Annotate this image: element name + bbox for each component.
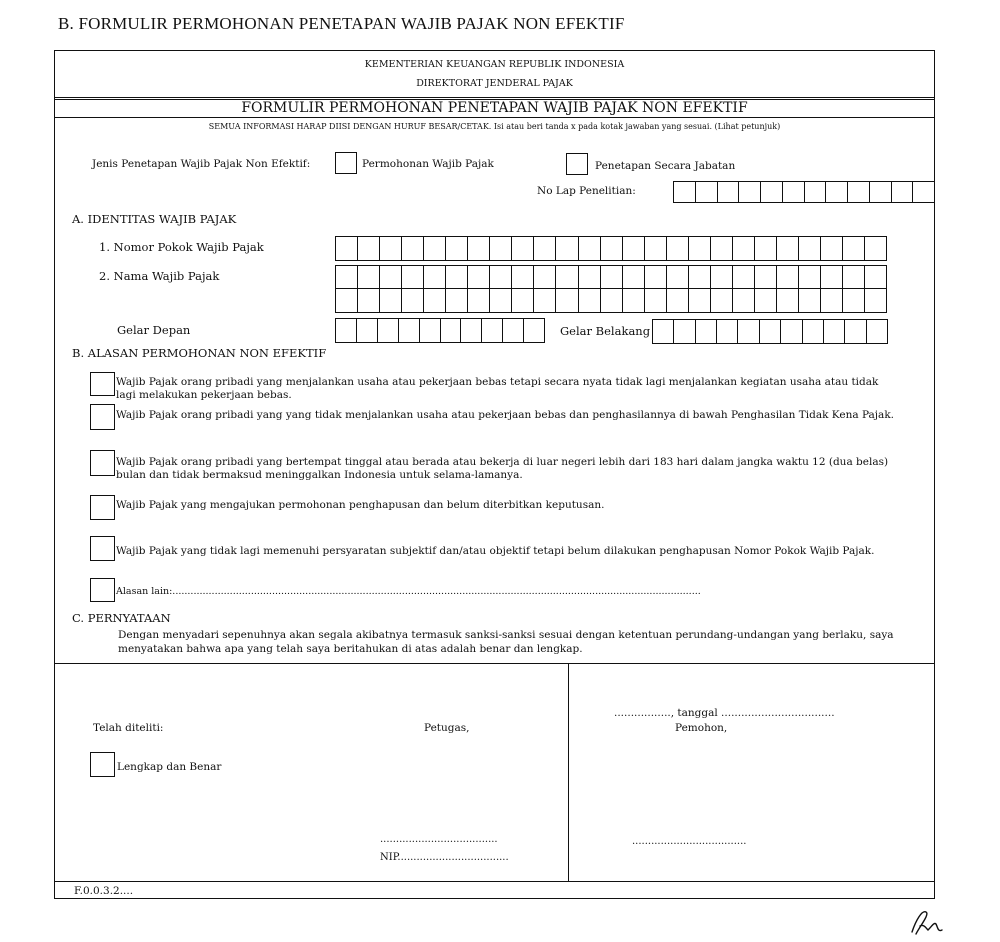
petugas-label: Petugas, xyxy=(424,722,470,734)
npwp-input[interactable] xyxy=(335,236,887,261)
reason-1-checkbox[interactable] xyxy=(90,372,115,396)
handwritten-initial-mark xyxy=(908,906,948,938)
permohonan-label: Permohonan Wajib Pajak xyxy=(362,158,494,170)
reason-4-text: Wajib Pajak yang mengajukan permohonan penghapusan dan belum diterbitkan keputusan. xyxy=(116,499,605,511)
section-a-title: A. IDENTITAS WAJIB PAJAK xyxy=(72,212,237,226)
statement-text: Dengan menyadari sepenuhnya akan segala akibatnya termasuk sanksi-sanksi sesuai dengan ketentuan perundang-undangan yang berlaku, saya menyatakan bahwa apa yang telah saya beritahukan di atas adalah benar dan lengkap. xyxy=(118,629,894,655)
footer-divider xyxy=(54,881,935,882)
gelar-depan-input[interactable] xyxy=(335,318,545,343)
permohonan-checkbox[interactable] xyxy=(335,152,357,174)
lengkap-checkbox[interactable] xyxy=(90,752,115,777)
npwp-label: 1. Nomor Pokok Wajib Pajak xyxy=(99,240,264,254)
nip-line[interactable]: NIP................................... xyxy=(380,852,509,863)
jabatan-checkbox[interactable] xyxy=(566,153,588,175)
reason-1-text: Wajib Pajak orang pribadi yang menjalankan usaha atau pekerjaan bebas tetapi secara nyata tidak lagi menjalankan kegiatan usaha atau tidak lagi melakukan pekerjaan bebas. xyxy=(116,376,879,401)
signature-column-divider xyxy=(568,663,569,881)
gelar-belakang-label: Gelar Belakang xyxy=(560,324,651,338)
gelar-belakang-input[interactable] xyxy=(652,319,888,344)
reason-2-checkbox[interactable] xyxy=(90,404,115,430)
reason-3-text: Wajib Pajak orang pribadi yang bertempat tinggal atau berada atau bekerja di luar negeri lebih dari 183 hari dalam jangka waktu 12 (dua belas) bulan dan tidak bermaksud meninggalkan Indonesia untuk selama-lamanya. xyxy=(116,456,889,481)
title-divider xyxy=(54,117,935,118)
instruction-text: SEMUA INFORMASI HARAP DIISI DENGAN HURUF BESAR/CETAK. Isi atau beri tanda x pada kotak jawaban yang sesuai. (Lihat petunjuk) xyxy=(208,122,781,131)
pemohon-label: Pemohon, xyxy=(675,722,728,734)
reason-2-text: Wajib Pajak orang pribadi yang yang tidak menjalankan usaha atau pekerjaan bebas dan penghasilannya di bawah Penghasilan Tidak Kena Pajak. xyxy=(116,409,895,421)
reason-5-text: Wajib Pajak yang tidak lagi memenuhi persyaratan subjektif dan/atau objektif tetapi belum dilakukan penghapusan Nomor Pokok Wajib Pajak. xyxy=(116,545,875,557)
nama-label: 2. Nama Wajib Pajak xyxy=(99,269,220,283)
nama-input-row2[interactable] xyxy=(335,288,887,313)
directorate-name: DIREKTORAT JENDERAL PAJAK xyxy=(416,78,573,89)
page-heading: B. FORMULIR PERMOHONAN PENETAPAN WAJIB PAJAK NON EFEKTIF xyxy=(58,14,625,33)
reason-5-checkbox[interactable] xyxy=(90,536,115,561)
petugas-signature-line[interactable]: ..................................... xyxy=(380,834,498,845)
form-title: FORMULIR PERMOHONAN PENETAPAN WAJIB PAJAK NON EFEKTIF xyxy=(241,100,748,116)
pemohon-signature-line[interactable]: .................................... xyxy=(632,836,747,847)
no-lap-input[interactable] xyxy=(673,181,935,203)
nama-input-row1[interactable] xyxy=(335,265,887,289)
reason-4-checkbox[interactable] xyxy=(90,495,115,520)
signature-divider xyxy=(54,663,935,664)
tanggal-line[interactable]: ................., tanggal .................................. xyxy=(614,707,835,719)
ministry-name: KEMENTERIAN KEUANGAN REPUBLIK INDONESIA xyxy=(364,59,625,70)
gelar-depan-label: Gelar Depan xyxy=(117,323,191,337)
no-lap-label: No Lap Penelitian: xyxy=(537,185,636,197)
header-divider-top xyxy=(54,97,935,98)
form-code: F.0.0.3.2.... xyxy=(74,885,134,897)
section-b-title: B. ALASAN PERMOHONAN NON EFEKTIF xyxy=(72,346,327,360)
section-c-title: C. PERNYATAAN xyxy=(72,611,171,625)
reason-3-checkbox[interactable] xyxy=(90,450,115,476)
reason-other-text: Alasan lain:............................................................................................................................................................................... xyxy=(116,586,701,597)
reason-other-checkbox[interactable] xyxy=(90,578,115,602)
jenis-label: Jenis Penetapan Wajib Pajak Non Efektif: xyxy=(92,158,311,170)
telah-diteliti-label: Telah diteliti: xyxy=(93,722,164,734)
jabatan-label: Penetapan Secara Jabatan xyxy=(595,160,736,172)
lengkap-label: Lengkap dan Benar xyxy=(117,761,222,773)
